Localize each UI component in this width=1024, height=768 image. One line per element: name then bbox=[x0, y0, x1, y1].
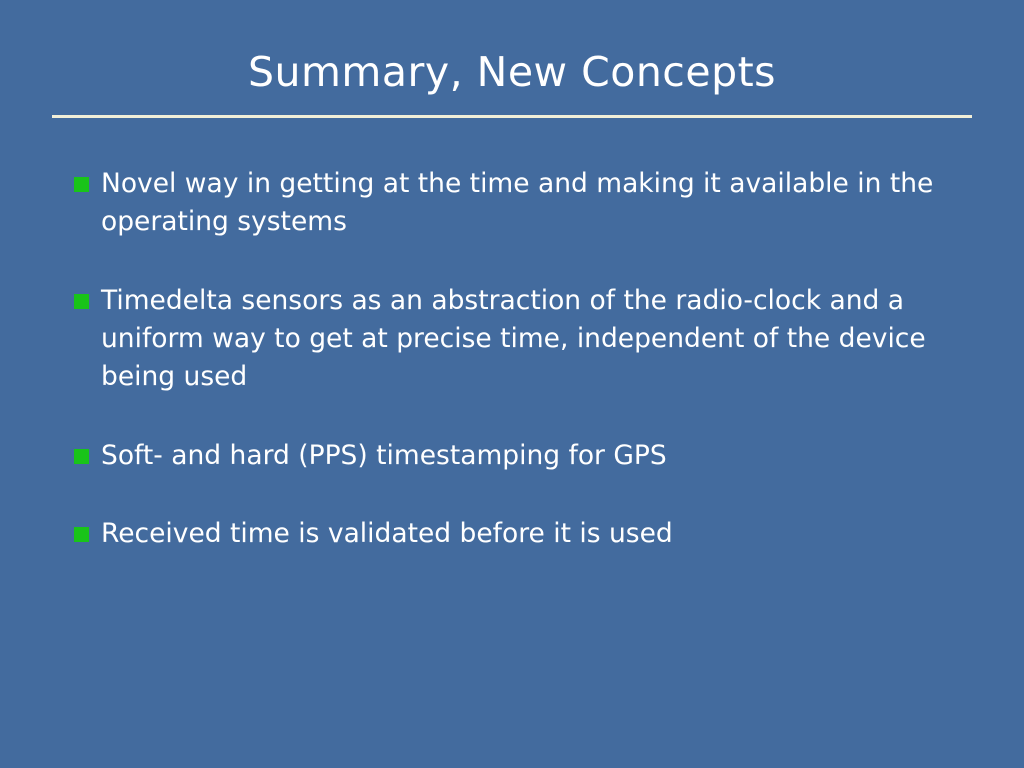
square-bullet-icon bbox=[74, 449, 89, 464]
square-bullet-icon bbox=[74, 527, 89, 542]
list-item bbox=[74, 515, 974, 553]
list-item bbox=[74, 437, 974, 475]
list-item-text: Received time is validated before it is used bbox=[101, 517, 673, 549]
list-item-text: Novel way in getting at the time and making it available in the operating systems bbox=[101, 168, 934, 237]
list-item bbox=[74, 165, 974, 240]
list-item bbox=[74, 282, 974, 395]
square-bullet-icon bbox=[74, 177, 89, 192]
list-item-text: Soft- and hard (PPS) timestamping for GPS bbox=[101, 440, 667, 472]
bullet-list bbox=[74, 165, 974, 592]
square-bullet-icon bbox=[74, 294, 89, 309]
list-item-text: Timedelta sensors as an abstraction of the radio-clock and a uniform way to get at precise time, independent of the device being used bbox=[101, 285, 926, 392]
title-divider bbox=[52, 115, 972, 118]
page-title: Summary, New Concepts bbox=[247, 48, 777, 96]
